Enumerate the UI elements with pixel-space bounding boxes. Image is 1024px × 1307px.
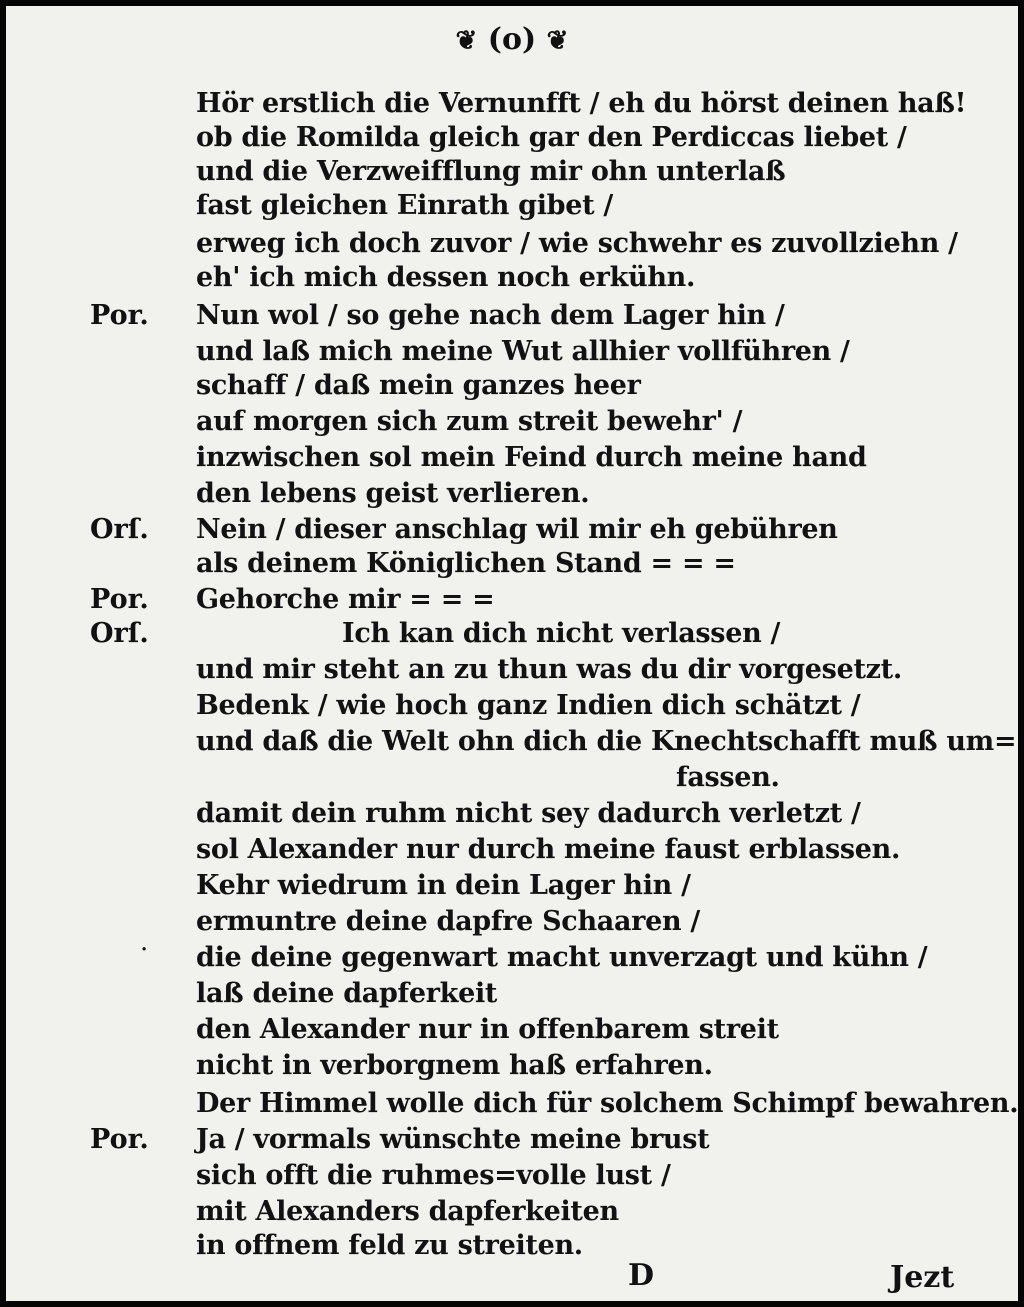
margin-mark: · [140,935,149,965]
verse-line: den Alexander nur in offenbarem streit [196,1014,779,1045]
verse-line: und laß mich meine Wut allhier vollführen / [196,336,850,367]
verse-line: den lebens geist verlieren. [196,478,590,509]
speaker-label: Por. [90,300,149,331]
signature-mark: D [628,1258,655,1293]
verse-line: Kehr wiedrum in dein Lager hin / [196,870,691,901]
verse-line: und daß die Welt ohn dich die Knechtschafft muß um= [196,726,1017,757]
scan-border-bottom [0,1301,1024,1307]
verse-line: auf morgen sich zum streit bewehr' / [196,406,743,437]
verse-line: fast gleichen Einrath gibet / [196,190,613,221]
verse-line: die deine gegenwart macht unverzagt und kühn / [196,942,928,973]
verse-line: damit dein ruhm nicht sey dadurch verletzt / [196,798,861,829]
verse-line: Hör erstlich die Vernunfft / eh du hörst deinen haß! [196,88,967,119]
page-number: (o) [487,22,537,57]
verse-line: ermuntre deine dapfre Schaaren / [196,906,700,937]
speaker-label: Orſ. [90,618,149,649]
verse-line: und mir steht an zu thun was du dir vorgesetzt. [196,654,902,685]
verse-line: und die Verzweifflung mir ohn unterlaß [196,156,786,187]
verse-line: eh' ich mich dessen noch erkühn. [196,262,696,293]
speaker-label: Orſ. [90,514,149,545]
verse-line: Ja / vormals wünschte meine brust [196,1124,710,1155]
verse-line: als deinem Königlichen Stand = = = [196,548,736,579]
speaker-label: Por. [90,584,149,615]
verse-line: fassen. [676,762,780,793]
scan-border-left [0,0,6,1307]
verse-line: nicht in verborgnem haß erfahren. [196,1050,713,1081]
verse-line: inzwischen sol mein Feind durch meine hand [196,442,867,473]
verse-line: Bedenk / wie hoch ganz Indien dich schätzt / [196,690,861,721]
page-header [0,22,1024,57]
speaker-label: Por. [90,1124,149,1155]
verse-line: sol Alexander nur durch meine faust erblassen. [196,834,901,865]
ornament-left-icon: ❦ [455,26,478,56]
ornament-right-icon: ❦ [546,26,569,56]
verse-line: laß deine dapferkeit [196,978,498,1009]
scan-border-right [1018,0,1024,1307]
verse-line: Nein / dieser anschlag wil mir eh gebühren [196,514,838,545]
verse-line: in offnem feld zu streiten. [196,1230,583,1261]
verse-line: mit Alexanders dapferkeiten [196,1196,619,1227]
verse-line: schaff / daß mein ganzes heer [196,370,641,401]
verse-line: Der Himmel wolle dich für solchem Schimpf bewahren. [196,1088,1019,1119]
verse-line: Gehorche mir = = = [196,584,495,615]
verse-line: sich offt die ruhmes=volle lust / [196,1160,671,1191]
verse-line: Ich kan dich nicht verlassen / [342,618,781,649]
verse-line: Nun wol / so gehe nach dem Lager hin / [196,300,785,331]
scan-border-top [0,0,1024,6]
verse-line: ob die Romilda gleich gar den Perdiccas liebet / [196,122,907,153]
catchword: Jezt [890,1260,955,1295]
verse-line: erweg ich doch zuvor / wie schwehr es zuvollziehn / [196,228,958,259]
